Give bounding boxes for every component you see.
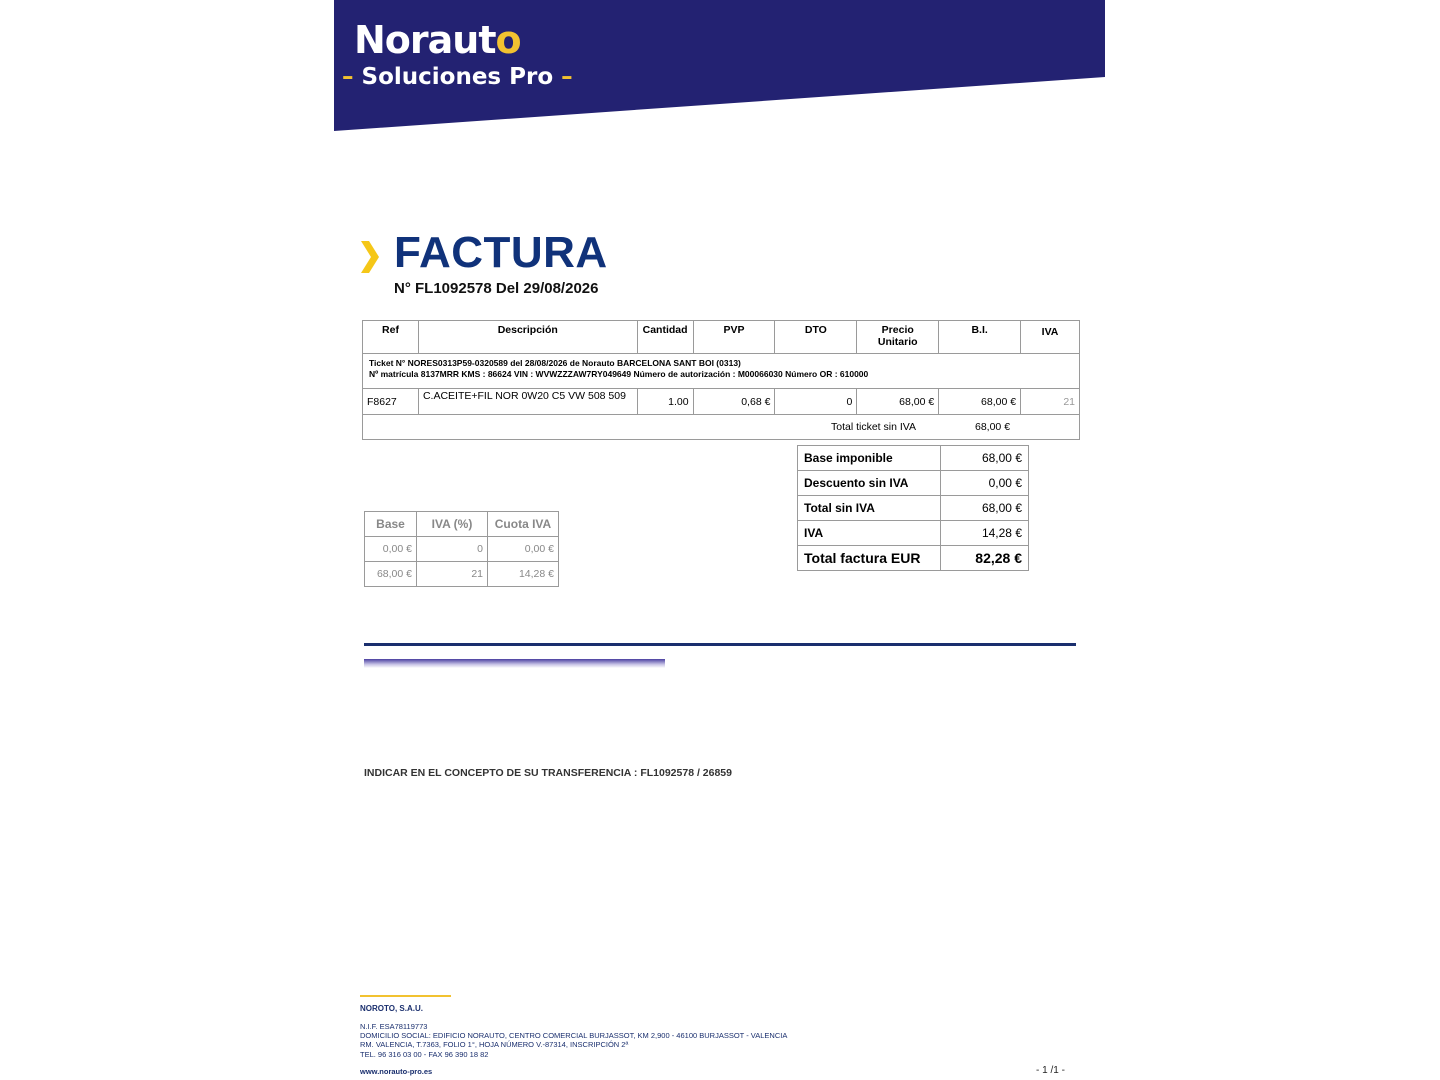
summary-label: Base imponible — [798, 446, 941, 471]
col-header-descripcion: Descripción — [418, 321, 637, 354]
footer-address: DOMICILIO SOCIAL: EDIFICIO NORAUTO, CENTRO COMERCIAL BURJASSOT, KM 2,900 - 46100 BURJASSOT - VALENCIA — [360, 1031, 788, 1041]
page-number: - 1 /1 - — [1036, 1065, 1065, 1076]
table-row — [365, 537, 559, 562]
summary-row — [798, 496, 1029, 521]
footer-website-link[interactable]: www.norauto-pro.es — [360, 1067, 433, 1076]
summary-value: 0,00 € — [941, 471, 1029, 496]
vat-pct: 21 — [417, 562, 488, 587]
col-header-pvp: PVP — [693, 321, 775, 354]
col-header-ref: Ref — [363, 321, 419, 354]
item-iva: 21 — [1021, 389, 1080, 415]
item-description: C.ACEITE+FIL NOR 0W20 C5 VW 508 509 — [418, 389, 637, 415]
footer-legal — [360, 1022, 787, 1059]
table-header-row — [363, 321, 1080, 354]
item-ref: F8627 — [363, 389, 419, 415]
summary-label: Total sin IVA — [798, 496, 941, 521]
vat-header-pct: IVA (%) — [417, 512, 488, 537]
invoice-page — [334, 0, 1105, 1080]
col-header-iva: IVA — [1021, 321, 1080, 354]
ticket-total-row — [363, 415, 1080, 440]
norauto-logo: Norauto — [354, 18, 521, 62]
summary-total-row — [798, 546, 1029, 571]
vat-header-row — [365, 512, 559, 537]
col-header-precio-unitario: Precio Unitario — [857, 321, 939, 354]
footer-company: NOROTO, S.A.U. — [360, 1004, 423, 1013]
summary-value: 68,00 € — [941, 496, 1029, 521]
col-header-bi: B.I. — [939, 321, 1021, 354]
item-bi: 68,00 € — [939, 389, 1021, 415]
col-header-dto: DTO — [775, 321, 857, 354]
faded-bar — [364, 659, 665, 668]
ticket-line-1: Ticket N° NORES0313P59-0320589 del 28/08/2026 de Norauto BARCELONA SANT BOI (0313) — [369, 358, 741, 368]
total-invoice-value: 82,28 € — [941, 546, 1029, 571]
summary-value: 68,00 € — [941, 446, 1029, 471]
ticket-info — [363, 354, 1080, 389]
table-row — [365, 562, 559, 587]
col-header-cantidad: Cantidad — [637, 321, 693, 354]
invoice-number: N° FL1092578 Del 29/08/2026 — [394, 280, 599, 297]
item-dto: 0 — [775, 389, 857, 415]
vat-breakdown-table — [364, 511, 559, 587]
footer-accent-line — [360, 995, 451, 997]
header-banner — [334, 0, 1105, 132]
ticket-total — [363, 415, 1080, 440]
tagline-dash-left: – — [342, 64, 354, 90]
logo-accent-letter: o — [495, 18, 521, 62]
total-invoice-label: Total factura EUR — [798, 546, 941, 571]
item-pvp: 0,68 € — [693, 389, 775, 415]
vat-header-base: Base — [365, 512, 417, 537]
ticket-line-2: Nº matrícula 8137MRR KMS : 86624 VIN : WVWZZZAW7RY049649 Número de autorización : M00066030 Número OR : 610000 — [369, 369, 869, 379]
table-row — [363, 389, 1080, 415]
item-unit-price: 68,00 € — [857, 389, 939, 415]
tagline-dash-right: – — [561, 64, 573, 90]
vat-header-cuota: Cuota IVA — [488, 512, 559, 537]
summary-row — [798, 471, 1029, 496]
item-quantity: 1.00 — [637, 389, 693, 415]
section-divider — [364, 643, 1076, 646]
transfer-note: INDICAR EN EL CONCEPTO DE SU TRANSFERENCIA : FL1092578 / 26859 — [364, 767, 732, 779]
summary-label: Descuento sin IVA — [798, 471, 941, 496]
ticket-total-value: 68,00 € — [975, 421, 1011, 433]
ticket-info-row — [363, 354, 1080, 389]
ticket-total-label: Total ticket sin IVA — [831, 421, 917, 433]
footer-nif: N.I.F. ESA78119773 — [360, 1022, 428, 1031]
invoice-title: FACTURA — [394, 228, 608, 277]
vat-base: 68,00 € — [365, 562, 417, 587]
chevron-right-icon — [359, 239, 381, 275]
vat-cuota: 0,00 € — [488, 537, 559, 562]
vat-pct: 0 — [417, 537, 488, 562]
footer-registry: RM. VALENCIA, T.7363, FOLIO 1°, HOJA NÚMERO V.-87314, INSCRIPCIÓN 2ª — [360, 1040, 629, 1050]
summary-value: 14,28 € — [941, 521, 1029, 546]
summary-row — [798, 446, 1029, 471]
summary-table — [797, 445, 1029, 571]
logo-tagline: – Soluciones Pro – — [342, 64, 573, 90]
summary-row — [798, 521, 1029, 546]
items-table — [362, 320, 1080, 440]
summary-label: IVA — [798, 521, 941, 546]
vat-base: 0,00 € — [365, 537, 417, 562]
footer-phone: TEL. 96 316 03 00 - FAX 96 390 18 82 — [360, 1049, 489, 1059]
vat-cuota: 14,28 € — [488, 562, 559, 587]
